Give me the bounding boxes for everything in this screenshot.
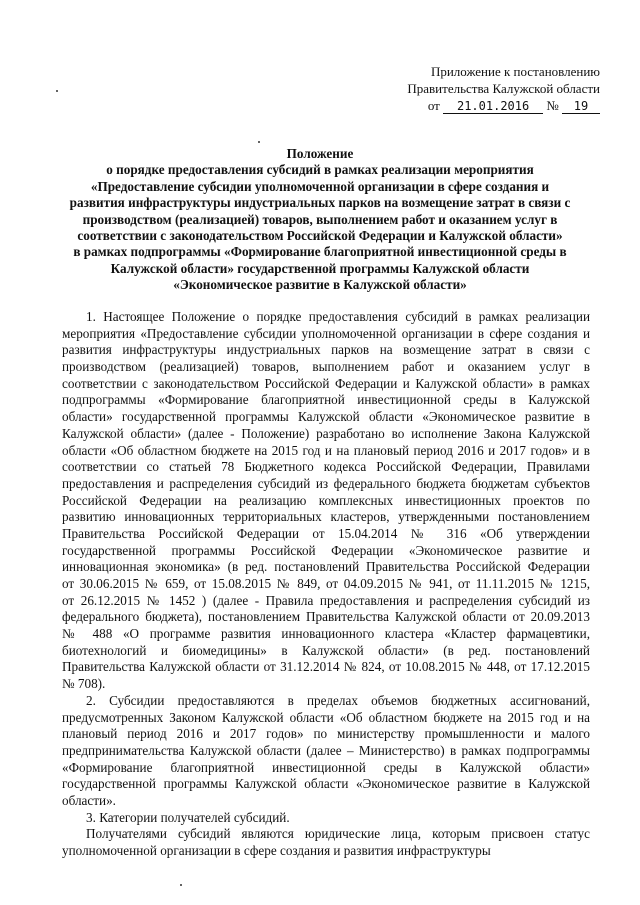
appendix-line-1: Приложение к постановлению	[430, 64, 600, 79]
scan-speck	[258, 141, 260, 143]
body-line: мероприятия «Предоставление субсидии уполномоченной организации в сфере создания и	[62, 325, 590, 341]
body-line: федерального бюджета), постановлением Правительства Калужской области от 20.09.2013	[62, 609, 590, 625]
title-line: производством (реализацией) товаров, выполнением работ и оказанием услуг в	[82, 211, 558, 227]
title-line: развития инфраструктуры индустриальных парков на возмещение затрат в связи с	[69, 195, 571, 211]
body-line: уполномоченной организации в сфере создания и развития инфраструктуры	[62, 843, 491, 858]
body-line: № 488 «О программе развития инновационного кластера «Кластер фармацевтики,	[62, 626, 590, 642]
title-line: соответствии с законодательством Российской Федерации и Калужской области»	[77, 228, 563, 244]
title-line: в рамках подпрограммы «Формирование благоприятной инвестиционной среды в	[73, 244, 567, 260]
body-line: от 26.12.2015 № 1452 ) (далее - Правила предоставления и распределения субсидий из	[62, 592, 590, 608]
body-line: подпрограммы «Формирование благоприятной инвестиционной среды в Калужской	[62, 392, 590, 408]
body-line: развитию инновационных территориальных кластеров, утвержденными постановлением	[62, 509, 590, 525]
appendix-date: 21.01.2016	[443, 99, 543, 114]
body-line: инновационная экономика» (в ред. постановлений Правительства Российской Федерации	[62, 559, 590, 575]
title-line: «Экономическое развитие в Калужской области»	[173, 277, 467, 293]
body-line: предпринимательства Калужской области (далее – Министерство) в рамках подпрограммы	[62, 742, 590, 758]
body-line: Получателями субсидий являются юридические лица, которым присвоен статус	[86, 826, 590, 842]
appendix-line-2: Правительства Калужской области	[407, 81, 600, 96]
body-line: предусмотренных Законом Калужской области «Об областном бюджете на 2015 год и на	[62, 709, 590, 725]
body-line: области» государственной программы Калужской области «Экономическое развитие в	[62, 409, 590, 425]
body-line: производством (реализацией) товаров, выполнением работ и оказанием услуг в	[62, 359, 590, 375]
body-line: области».	[62, 792, 116, 808]
appendix-date-line	[340, 97, 600, 114]
body-line: Российской Федерации на реализацию комплексных инвестиционных проектов по	[62, 492, 590, 508]
body-line: области «Об областном бюджете на 2015 год и на плановый период 2016 и 2017 годов» и в	[62, 442, 590, 458]
from-label: от	[427, 98, 440, 113]
appendix-number: 19	[562, 99, 600, 114]
title-line: «Предоставление субсидии уполномоченной организации в сфере создания и	[90, 178, 550, 194]
title-line: о порядке предоставления субсидий в рамках реализации мероприятия	[106, 162, 534, 178]
body-line: биотехнологий и биомедицины» в Калужской области» (в ред. постановлений	[62, 642, 590, 658]
document-title	[40, 146, 600, 294]
body-line: государственной программы Российской Федерации «Экономическое развитие и	[62, 542, 590, 558]
document-body	[62, 309, 590, 860]
body-line: плановый период 2016 и 2017 годов» по министерству промышленности и малого	[62, 726, 590, 742]
appendix-header	[340, 63, 600, 114]
number-label: №	[546, 98, 559, 113]
body-line: 3. Категории получателей субсидий.	[86, 809, 290, 825]
body-line: 2. Субсидии предоставляются в пределах объемов бюджетных ассигнований,	[86, 692, 590, 708]
title-heading: Положение	[286, 146, 354, 161]
title-line: Калужской области» государственной программы Калужской области	[110, 260, 530, 276]
body-line: соответствии со статьей 78 Бюджетного кодекса Российской Федерации, Правилами	[62, 459, 590, 475]
body-line: 1. Настоящее Положение о порядке предоставления субсидий в рамках реализации	[86, 309, 590, 324]
body-line: развития инфраструктуры индустриальных парков на возмещение затрат в связи с	[62, 342, 590, 358]
scan-speck	[56, 90, 58, 92]
body-line: предоставления и распределения субсидий из федерального бюджета бюджетам субъектов	[62, 475, 590, 491]
body-line: «Формирование благоприятной инвестиционной среды в Калужской области»	[62, 759, 590, 775]
body-line: соответствии с законодательством Российской Федерации и Калужской области» в рамках	[62, 375, 590, 391]
body-line: Правительства Российской Федерации от 15.04.2014 № 316 «Об утверждении	[62, 525, 590, 541]
body-line: Калужской области» (далее - Положение) разработано во исполнение Закона Калужской	[62, 425, 590, 441]
scan-speck	[180, 884, 182, 886]
body-line: Правительства Калужской области от 31.12.2014 № 824, от 10.08.2015 № 448, от 17.12.2015	[62, 659, 590, 675]
body-line: № 708).	[62, 676, 106, 692]
body-line: государственной программы Калужской области «Экономическое развитие в Калужской	[62, 776, 590, 792]
body-line: от 30.06.2015 № 659, от 15.08.2015 № 849, от 04.09.2015 № 941, от 11.11.2015 № 1215,	[62, 576, 590, 591]
